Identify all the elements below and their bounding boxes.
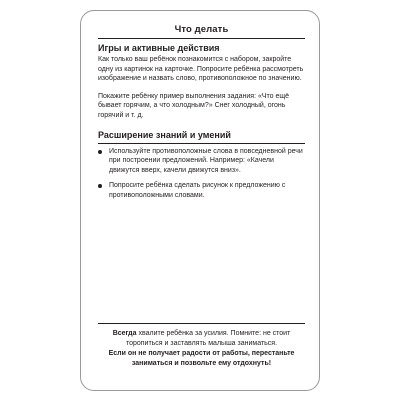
footer-bold-start: Всегда [112,330,137,337]
section-games-paragraph-2: Покажите ребёнку пример выполнения задания: «Что ещё бывает горячим, а что холодным?» Снег холодный, огонь горячий и т. д. [98,92,290,119]
instruction-card [80,10,320,391]
section-games-paragraph-1: Как только ваш ребёнок познакомится с набором, закройте одну из картинок на карточке. Попросите ребёнка рассмотреть изображение и назвать слово, противоположное по значению. [98,56,304,83]
card-content [98,20,305,382]
section-divider [98,143,305,144]
card-title: Что делать [174,24,229,35]
title-divider [98,38,305,39]
list-item [98,147,305,176]
footer-text: хвалите ребёнка за усилия. Помните: не стоит торопиться и заставлять малыша заниматься. [125,330,291,347]
footer-bold-end: Если он не получает радости от работы, перестаньте заниматься и позвольте ему отдохнуть! [108,350,295,367]
bullet-icon [98,150,102,154]
list-item [98,181,305,200]
bullet-text: Попросите ребёнка сделать рисунок к предложению с противоположными словами. [109,182,286,199]
footer-divider [98,323,305,324]
bullet-icon [98,184,102,188]
knowledge-bullet-list [98,147,305,201]
section-heading-knowledge: Расширение знаний и умений [98,129,231,140]
footer-note [98,329,305,369]
section-heading-games: Игры и активные действия [98,43,220,53]
bullet-text: Используйте противоположные слова в повседневной речи при построении предложений. Например: «Качели движутся вверх, качели движутся вниз». [109,147,303,174]
